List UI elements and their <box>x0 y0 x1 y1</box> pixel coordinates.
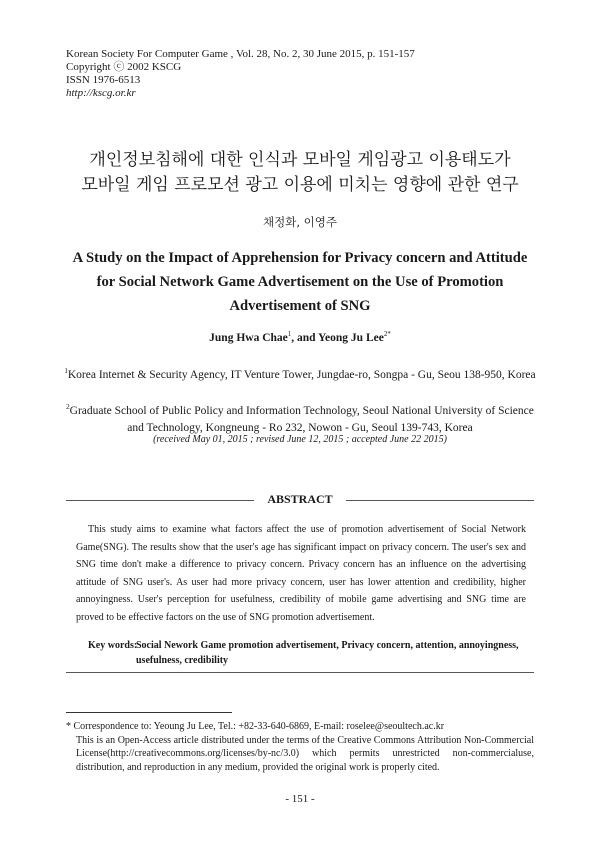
received-dates: (received May 01, 2015 ; revised June 12, 2015 ; accepted June 22 2015) <box>153 434 447 445</box>
affiliation-1 <box>60 363 540 384</box>
issn-line: ISSN 1976-6513 <box>66 74 141 86</box>
korean-title-line-1: 개인정보침해에 대한 인식과 모바일 게임광고 이용태도가 <box>89 150 511 170</box>
korean-authors: 채정화, 이영주 <box>263 215 337 229</box>
affiliation-1-mark: 1 <box>64 367 68 375</box>
abstract-heading-bar <box>66 492 534 508</box>
author-2-affil-mark: 2* <box>383 330 391 338</box>
author-2-name: Yeong Ju Lee <box>318 331 384 344</box>
copyright-line: Copyright ⓒ 2002 KSCG <box>66 61 182 73</box>
abstract-rule-right <box>346 500 534 501</box>
license-text: This is an Open-Access article distributed under the terms of the Creative Commons Attribution Non-Commercial License(http://creativecommons.org/licenses/by-nc/3.0) which permits unrestricted non-commercialuse, distribution, and reproduction in any medium, provided the original work is properly cited. <box>76 734 534 773</box>
affiliation-2-mark: 2 <box>66 403 70 411</box>
correspondence-line: * Correspondence to: Yeoung Ju Lee, Tel.: +82-33-640-6869, E-mail: roselee@seoultech.ac.kr <box>66 721 445 732</box>
page-number: - 151 - <box>285 793 315 805</box>
english-title <box>40 246 560 318</box>
author-separator: , and <box>291 331 319 344</box>
journal-url: http://kscg.or.kr <box>66 87 136 99</box>
abstract-text: This study aims to examine what factors affect the use of promotion advertisement of Social Network Game(SNG). The results show that the user's age has significant impact on privacy concern. The user's sex and SNG time don't make a difference to privacy concern. Privacy concern has an influence on the advertising attitude of SNG user's. As user had more privacy concern, user has lower attention and credibility, higher annoyingness. User's perception for usefulness, credibility of mobile game advertising and SNG time are proved to be effective factors on the use of SNG promotion advertisement. <box>76 524 526 623</box>
korean-title-line-2: 모바일 게임 프로모션 광고 이용에 미치는 영향에 관한 연구 <box>81 175 519 195</box>
author-1-affil-mark: 1 <box>287 330 292 338</box>
english-title-line-2: for Social Network Game Advertisement on the Use of Promotion <box>96 274 504 290</box>
footnote-divider <box>66 712 232 713</box>
keywords-divider <box>66 672 534 673</box>
keywords-text: Social Nework Game promotion advertisement, Privacy concern, attention, annoyingness, usefulness, credibility <box>136 640 519 666</box>
korean-title <box>0 148 600 198</box>
author-1-name: Jung Hwa Chae <box>209 331 288 344</box>
abstract-heading: ABSTRACT <box>267 492 333 506</box>
journal-header <box>66 48 415 100</box>
english-title-line-3: Advertisement of SNG <box>229 298 371 314</box>
keywords <box>88 638 534 668</box>
journal-citation: Korean Society For Computer Game , Vol. 28, No. 2, 30 June 2015, p. 151-157 <box>66 48 415 60</box>
affiliation-2-text: Graduate School of Public Policy and Information Technology, Seoul National University of Science and Technology, Kongneung - Ro 232, Nowon - Gu, Seoul 139-743, Korea <box>69 404 534 434</box>
keywords-label: Key words: <box>88 640 138 651</box>
english-title-line-1: A Study on the Impact of Apprehension for Privacy concern and Attitude <box>72 250 528 266</box>
footnote <box>66 720 534 774</box>
english-authors <box>0 330 600 344</box>
affiliation-2 <box>60 399 540 437</box>
affiliation-1-text: Korea Internet & Security Agency, IT Venture Tower, Jungdae-ro, Songpa - Gu, Seou 138-950, Korea <box>67 368 536 381</box>
abstract-rule-left <box>66 500 254 501</box>
